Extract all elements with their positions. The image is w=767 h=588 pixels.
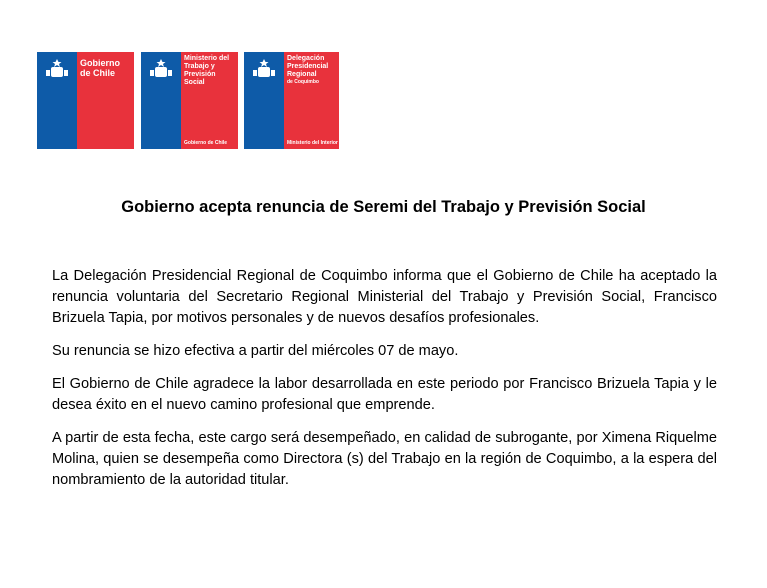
delegacion-presidencial-logo: Delegación Presidencial Regional de Coquimbo Ministerio del Interior <box>244 52 339 149</box>
gobierno-de-chile-logo: Gobierno de Chile <box>37 52 134 149</box>
paragraph: Su renuncia se hizo efectiva a partir del miércoles 07 de mayo. <box>52 343 459 359</box>
ministerio-trabajo-logo: Ministerio del Trabajo y Previsión Social Gobierno de Chile <box>141 52 238 149</box>
document-title: Gobierno acepta renuncia de Seremi del Trabajo y Previsión Social <box>121 198 646 216</box>
paragraph: La Delegación Presidencial Regional de Coquimbo informa que el Gobierno de Chile ha aceptado la renuncia voluntaria del Secretario Regional Ministerial del Trabajo y Previsión Social, Francisco Brizuela Tapia, por motivos personales y de nuevos desafíos profesionales. <box>52 268 717 326</box>
paragraph: A partir de esta fecha, este cargo será desempeñado, en calidad de subrogante, por Ximena Riquelme Molina, quien se desempeña como Directora (s) del Trabajo en la región de Coquimbo, a la espera del nombramiento de la autoridad titular. <box>52 430 717 488</box>
document-body <box>52 266 717 503</box>
coat-of-arms-icon <box>249 58 279 80</box>
coat-of-arms-icon <box>42 58 72 80</box>
paragraph: El Gobierno de Chile agradece la labor desarrollada en este periodo por Francisco Brizuela Tapia y le desea éxito en el nuevo camino profesional que emprende. <box>52 376 717 413</box>
coat-of-arms-icon <box>146 58 176 80</box>
